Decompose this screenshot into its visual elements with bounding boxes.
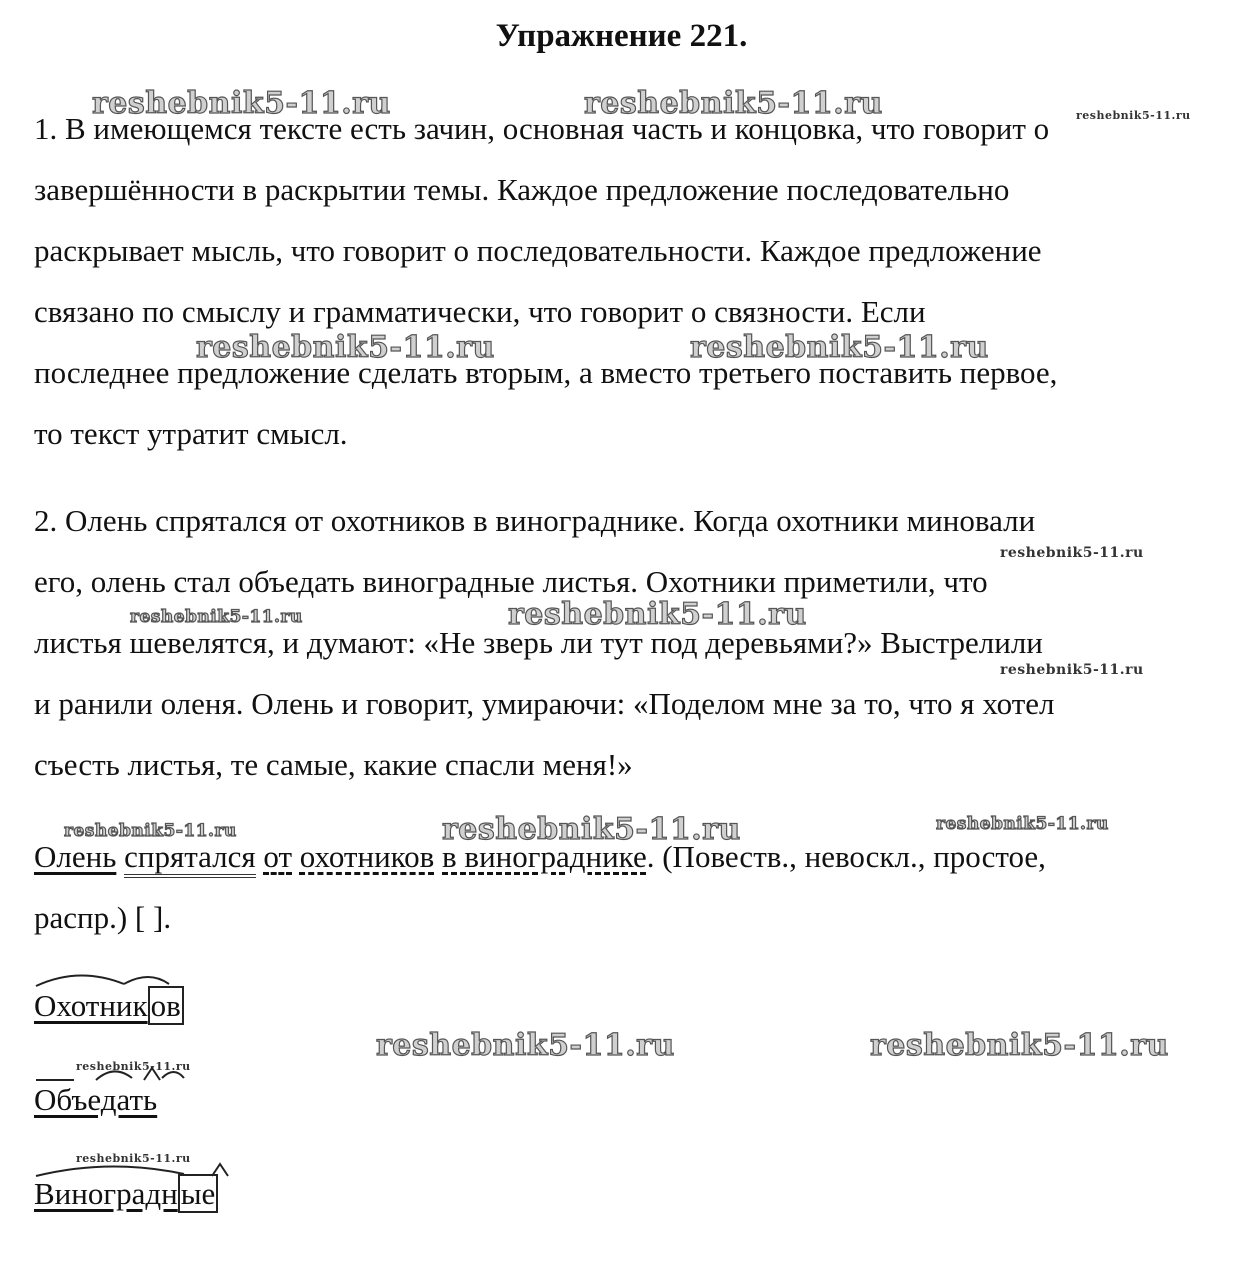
analysis-tail: . (Повеств., невоскл., простое, bbox=[646, 839, 1046, 874]
watermark: reshebnik5-11.ru bbox=[584, 86, 883, 121]
watermark: reshebnik5-11.ru bbox=[870, 1028, 1169, 1063]
text-line: раскрывает мысль, что говорит о последовательности. Каждое предложение bbox=[34, 233, 1042, 268]
word-stem: Охотник bbox=[34, 988, 148, 1023]
watermark: reshebnik5-11.ru bbox=[690, 330, 989, 365]
root-arc-icon bbox=[34, 1158, 234, 1180]
analysis-line bbox=[34, 826, 1214, 887]
word-stem: Виноградн bbox=[34, 1176, 178, 1211]
text-line: его, олень стал объедать виноградные листья. Охотники приметили, что bbox=[34, 564, 988, 599]
text-line: 2. Олень спрятался от охотников в винограднике. Когда охотники миновали bbox=[34, 503, 1036, 538]
text-line: связано по смыслу и грамматически, что говорит о связности. Если bbox=[34, 294, 926, 329]
adverbial-phrase: в винограднике bbox=[442, 839, 647, 874]
sentence-analysis bbox=[34, 826, 1214, 948]
watermark: reshebnik5-11.ru bbox=[508, 597, 807, 632]
root-arc-icon bbox=[34, 968, 204, 988]
morpheme-marks-icon bbox=[34, 1060, 194, 1082]
watermark: reshebnik5-11.ru bbox=[130, 607, 303, 627]
morpheme-word-1 bbox=[34, 988, 184, 1024]
paragraph-2 bbox=[34, 490, 1214, 795]
watermark: reshebnik5-11.ru bbox=[76, 1060, 191, 1073]
word-stem: Объедать bbox=[34, 1082, 158, 1117]
paragraph-1 bbox=[34, 98, 1214, 464]
watermark: reshebnik5-11.ru bbox=[1076, 109, 1191, 122]
watermark: reshebnik5-11.ru bbox=[64, 821, 237, 841]
text-line: и ранили оленя. Олень и говорит, умираючи: «Поделом мне за то, что я хотел bbox=[34, 686, 1055, 721]
watermark: reshebnik5-11.ru bbox=[76, 1152, 191, 1165]
word-ending: ые bbox=[178, 1174, 219, 1213]
morpheme-word-3 bbox=[34, 1176, 218, 1212]
predicate-word: спрятался bbox=[124, 839, 256, 878]
analysis-line: распр.) [ ]. bbox=[34, 900, 172, 935]
watermark: reshebnik5-11.ru bbox=[196, 330, 495, 365]
watermark: reshebnik5-11.ru bbox=[1000, 662, 1144, 678]
object-preposition: от bbox=[263, 839, 293, 874]
watermark: reshebnik5-11.ru bbox=[936, 814, 1109, 834]
object-word: охотников bbox=[299, 839, 435, 874]
page-title: Упражнение 221. bbox=[495, 18, 748, 54]
morpheme-word-2 bbox=[34, 1082, 157, 1118]
watermark: reshebnik5-11.ru bbox=[376, 1028, 675, 1063]
text-line: съесть листья, те самые, какие спасли меня!» bbox=[34, 747, 633, 782]
subject-word: Олень bbox=[34, 839, 117, 874]
text-line: листья шевелятся, и думают: «Не зверь ли тут под деревьями?» Выстрелили bbox=[34, 625, 1043, 660]
text-line: последнее предложение сделать вторым, а вместо третьего поставить первое, bbox=[34, 355, 1058, 390]
word-ending: ов bbox=[148, 986, 184, 1025]
watermark: reshebnik5-11.ru bbox=[92, 86, 391, 121]
text-line: завершённости в раскрытии темы. Каждое предложение последовательно bbox=[34, 172, 1010, 207]
text-line: 1. В имеющемся тексте есть зачин, основная часть и концовка, что говорит о bbox=[34, 111, 1050, 146]
watermark: reshebnik5-11.ru bbox=[442, 812, 741, 847]
text-line: то текст утратит смысл. bbox=[34, 416, 348, 451]
watermark: reshebnik5-11.ru bbox=[1000, 545, 1144, 561]
